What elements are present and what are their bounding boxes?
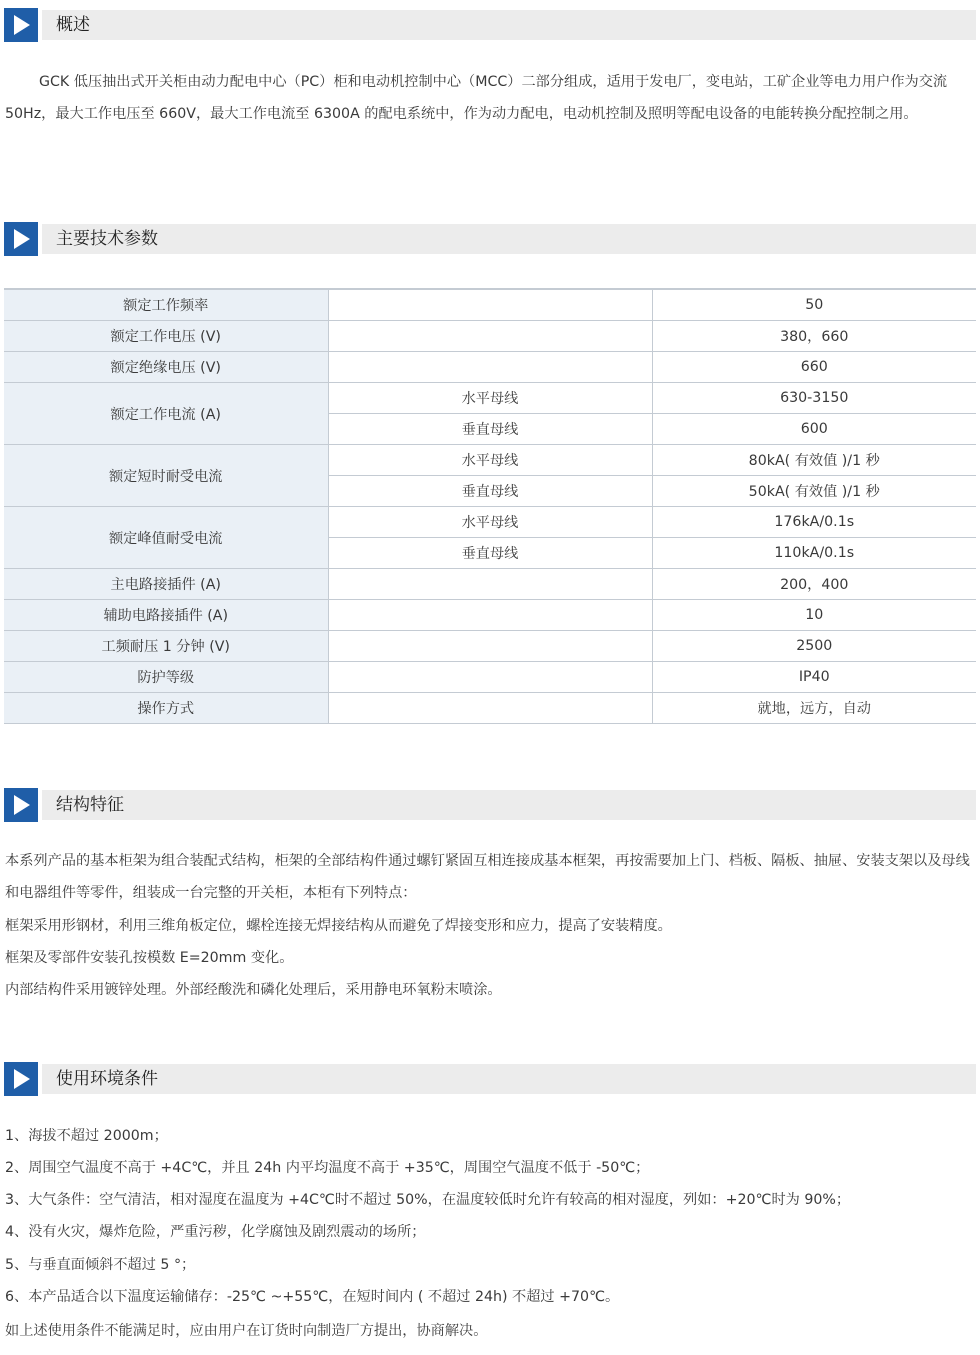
param-label: 操作方式 bbox=[4, 693, 328, 724]
play-arrow-icon bbox=[4, 222, 38, 256]
section-header-bar bbox=[42, 790, 976, 820]
param-sub bbox=[328, 631, 652, 662]
play-arrow-icon bbox=[4, 8, 38, 42]
section-title: 主要技术参数 bbox=[56, 229, 158, 249]
param-value: 380，660 bbox=[652, 321, 976, 352]
environment-item: 2、周围空气温度不高于 +4C℃，并且 24h 内平均温度不高于 +35℃，周围空气温度不低于 -50℃； bbox=[5, 1160, 650, 1176]
table-row bbox=[4, 631, 976, 662]
environment-item: 3、大气条件：空气清洁，相对湿度在温度为 +4C℃时不超过 50%，在温度较低时允许有较高的相对湿度，列如：+20℃时为 90%； bbox=[5, 1192, 851, 1208]
section-title: 结构特征 bbox=[56, 795, 124, 815]
spec-table bbox=[4, 288, 976, 724]
param-label: 主电路接插件 (A) bbox=[4, 569, 328, 600]
param-sub bbox=[328, 289, 652, 321]
param-sub bbox=[328, 662, 652, 693]
section-header-bar bbox=[42, 1064, 976, 1094]
param-value: 200，400 bbox=[652, 569, 976, 600]
play-arrow-icon bbox=[4, 1062, 38, 1096]
section-header-structure bbox=[4, 788, 976, 822]
environment-note: 如上述使用条件不能满足时，应由用户在订货时向制造厂方提出，协商解决。 bbox=[5, 1323, 488, 1339]
environment-item: 1、海拔不超过 2000m； bbox=[5, 1128, 168, 1144]
structure-point: 框架采用形钢材，利用三维角板定位，螺栓连接无焊接结构从而避免了焊接变形和应力，提高了安装精度。 bbox=[5, 918, 672, 934]
param-sub bbox=[328, 600, 652, 631]
param-value: 660 bbox=[652, 352, 976, 383]
param-sub: 垂直母线 bbox=[328, 414, 652, 445]
param-sub: 水平母线 bbox=[328, 383, 652, 414]
param-value: 2500 bbox=[652, 631, 976, 662]
param-sub: 水平母线 bbox=[328, 507, 652, 538]
param-value: 600 bbox=[652, 414, 976, 445]
param-value: 80kA( 有效值 )/1 秒 bbox=[652, 445, 976, 476]
param-label: 防护等级 bbox=[4, 662, 328, 693]
param-sub bbox=[328, 569, 652, 600]
section-header-bar bbox=[42, 10, 976, 40]
table-row bbox=[4, 445, 976, 476]
param-label: 额定峰值耐受电流 bbox=[4, 507, 328, 569]
param-sub: 水平母线 bbox=[328, 445, 652, 476]
section-title: 概述 bbox=[56, 15, 90, 35]
table-row bbox=[4, 352, 976, 383]
param-label: 额定工作电流 (A) bbox=[4, 383, 328, 445]
environment-item: 5、与垂直面倾斜不超过 5 °； bbox=[5, 1257, 196, 1273]
param-value: 就地，远方，自动 bbox=[652, 693, 976, 724]
param-value: 50kA( 有效值 )/1 秒 bbox=[652, 476, 976, 507]
section-header-bar bbox=[42, 224, 976, 254]
param-value: 630-3150 bbox=[652, 383, 976, 414]
param-label: 工频耐压 1 分钟 (V) bbox=[4, 631, 328, 662]
section-title: 使用环境条件 bbox=[56, 1069, 158, 1089]
param-label: 额定短时耐受电流 bbox=[4, 445, 328, 507]
table-row bbox=[4, 693, 976, 724]
param-value: 50 bbox=[652, 289, 976, 321]
param-sub bbox=[328, 321, 652, 352]
table-row bbox=[4, 662, 976, 693]
param-value: 110kA/0.1s bbox=[652, 538, 976, 569]
structure-point: 框架及零部件安装孔按模数 E=20mm 变化。 bbox=[5, 950, 294, 966]
environment-item: 6、本产品适合以下温度运输储存：-25℃ ~+55℃，在短时间内 ( 不超过 24h) 不超过 +70℃。 bbox=[5, 1289, 620, 1305]
table-row bbox=[4, 383, 976, 414]
table-row bbox=[4, 289, 976, 321]
param-value: 10 bbox=[652, 600, 976, 631]
section-header-environment bbox=[4, 1062, 976, 1096]
overview-paragraph: GCK 低压抽出式开关柜由动力配电中心（PC）柜和电动机控制中心（MCC）二部分组成，适用于发电厂，变电站，工矿企业等电力用户作为交流 50Hz，最大工作电压至 660V，最大工作电流至 6300A 的配电系统中，作为动力配电，电动机控制及照明等配电设备的电能转换分配控制之用。 bbox=[5, 74, 948, 122]
param-label: 额定工作频率 bbox=[4, 289, 328, 321]
param-value: 176kA/0.1s bbox=[652, 507, 976, 538]
table-row bbox=[4, 507, 976, 538]
param-sub bbox=[328, 352, 652, 383]
param-sub: 垂直母线 bbox=[328, 538, 652, 569]
structure-point: 内部结构件采用镀锌处理。外部经酸洗和磷化处理后，采用静电环氧粉末喷涂。 bbox=[5, 982, 502, 998]
param-sub: 垂直母线 bbox=[328, 476, 652, 507]
structure-intro: 本系列产品的基本柜架为组合装配式结构，柜架的全部结构件通过螺钉紧固互相连接成基本框架，再按需要加上门、档板、隔板、抽屉、安装支架以及母线和电器组件等零件，组装成一台完整的开关柜，本柜有下列特点： bbox=[5, 853, 970, 901]
section-header-overview bbox=[4, 8, 976, 42]
param-sub bbox=[328, 693, 652, 724]
environment-item: 4、没有火灾，爆炸危险，严重污秽，化学腐蚀及剧烈震动的场所； bbox=[5, 1224, 426, 1240]
table-row bbox=[4, 600, 976, 631]
param-value: IP40 bbox=[652, 662, 976, 693]
section-header-specs bbox=[4, 222, 976, 256]
param-label: 额定工作电压 (V) bbox=[4, 321, 328, 352]
table-row bbox=[4, 569, 976, 600]
param-label: 辅助电路接插件 (A) bbox=[4, 600, 328, 631]
play-arrow-icon bbox=[4, 788, 38, 822]
table-row bbox=[4, 321, 976, 352]
param-label: 额定绝缘电压 (V) bbox=[4, 352, 328, 383]
